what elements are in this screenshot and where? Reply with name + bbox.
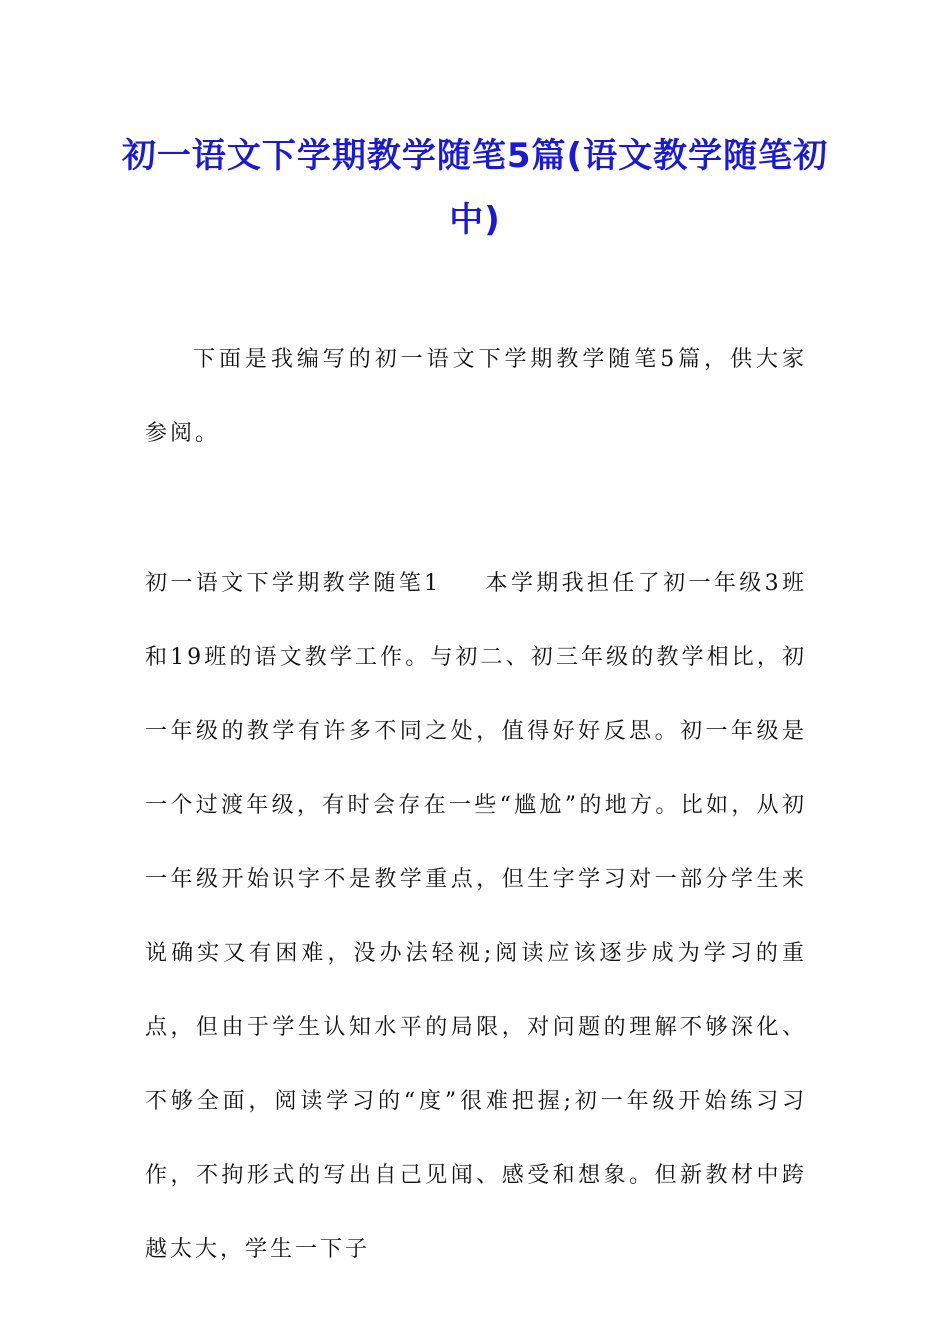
- section-heading: 初一语文下学期教学随笔1: [145, 571, 442, 596]
- section-paragraph: [145, 547, 807, 1287]
- section-text: 本学期我担任了初一年级3班和19班的语文教学工作。与初二、初三年级的教学相比，初一年级的教学有许多不同之处，值得好好反思。初一年级是一个过渡年级，有时会存在一些“尴尬”的地方。比如，从初一年级开始识字不是教学重点，但生字学习对一部分学生来说确实又有困难，没办法轻视;阅读应该逐步成为学习的重点，但由于学生认知水平的局限，对问题的理解不够深化、不够全面，阅读学习的“度”很难把握;初一年级开始练习习作，不拘形式的写出自己见闻、感受和想象。但新教材中跨越太大，学生一下子: [145, 571, 807, 1262]
- document-title: 初一语文下学期教学随笔5篇(语文教学随笔初中): [121, 136, 829, 240]
- intro-paragraph: 下面是我编写的初一语文下学期教学随笔5篇，供大家参阅。: [145, 347, 807, 446]
